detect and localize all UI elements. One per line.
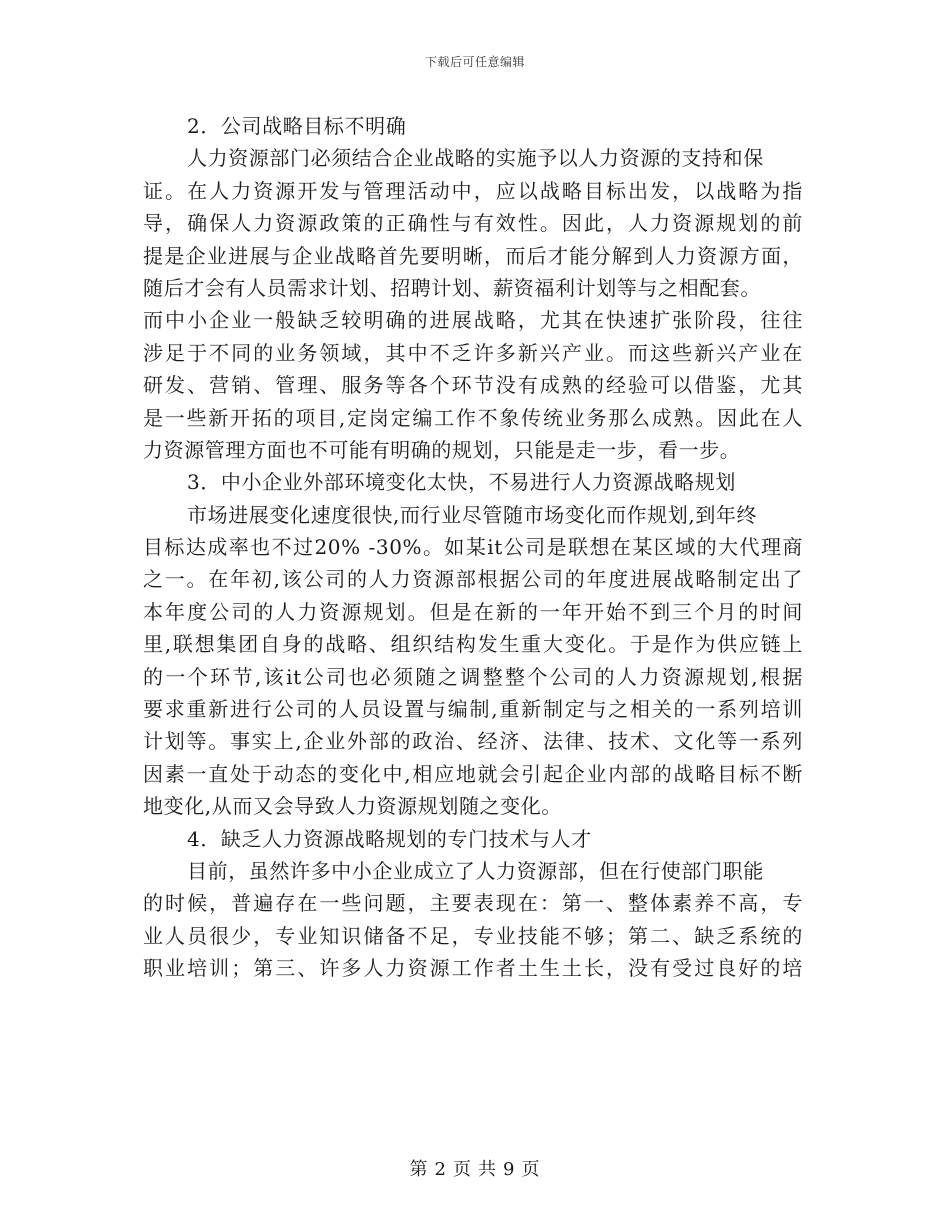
total-page-count: 9 (503, 1159, 516, 1180)
current-page-number: 2 (434, 1159, 447, 1180)
paragraph-line: 本年度公司的人力资源规划。但是在新的一年开始不到三个月的时间 (143, 599, 803, 624)
paragraph-line: 而中小企业一般缺乏较明确的进展战略，尤其在快速扩张阶段，往往 (143, 308, 803, 333)
paragraph-line: 要求重新进行公司的人员设置与编制,重新制定与之相关的一系列培训 (143, 697, 803, 722)
paragraph-line: 之一。在年初,该公司的人力资源部根据公司的年度进展战略制定出了 (143, 567, 803, 592)
paragraph-line: 市场进展变化速度很快,而行业尽管随市场变化而作规划,到年终 (187, 502, 758, 527)
paragraph-line: 导，确保人力资源政策的正确性与有效性。因此，人力资源规划的前 (143, 211, 803, 236)
paragraph-line: 计划等。事实上,企业外部的政治、经济、法律、技术、文化等一系列 (143, 729, 803, 754)
paragraph-line: 人力资源部门必须结合企业战略的实施予以人力资源的支持和保 (187, 146, 764, 171)
document-body (143, 110, 803, 985)
footer-prefix: 第 (409, 1159, 429, 1180)
footer-total-word: 共 (478, 1159, 497, 1180)
paragraph-line: 证。在人力资源开发与管理活动中，应以战略目标出发，以战略为指 (143, 178, 803, 203)
paragraph-line: 目前，虽然许多中小企业成立了人力资源部，但在行使部门职能 (187, 858, 764, 883)
paragraph-line: 的时候，普遍存在一些问题，主要表现在：第一、整体素养不高，专 (143, 891, 803, 916)
page-footer (0, 1155, 950, 1181)
paragraph-line: 涉足于不同的业务领域，其中不乏许多新兴产业。而这些新兴产业在 (143, 340, 803, 365)
header-note: 下载后可任意编辑 (424, 55, 525, 69)
paragraph-line: 随后才会有人员需求计划、招聘计划、薪资福利计划等与之相配套。 (143, 275, 761, 300)
footer-suffix: 页 (521, 1159, 541, 1180)
paragraph-line: 目标达成率也不过20% -30%。如某it公司是联想在某区域的大代理商 (143, 535, 803, 560)
paragraph-line: 业人员很少，专业知识储备不足，专业技能不够；第二、缺乏系统的 (143, 923, 803, 948)
paragraph-line: 研发、营销、管理、服务等各个环节没有成熟的经验可以借鉴，尤其 (143, 373, 803, 398)
paragraph-line: 职业培训；第三、许多人力资源工作者土生土长，没有受过良好的培 (143, 956, 803, 981)
section-heading-2: 2．公司战略目标不明确 (187, 114, 407, 138)
paragraph-line: 的一个环节,该it公司也必须随之调整整个公司的人力资源规划,根据 (143, 664, 803, 689)
section-heading-3: 3．中小企业外部环境变化太快，不易进行人力资源战略规划 (187, 470, 736, 495)
paragraph-line: 提是企业进展与企业战略首先要明晰，而后才能分解到人力资源方面， (143, 243, 803, 268)
paragraph-line: 地变化,从而又会导致人力资源规划随之变化。 (143, 794, 562, 819)
section-heading-4: 4．缺乏人力资源战略规划的专门技术与人才 (187, 826, 592, 851)
paragraph-line: 因素一直处于动态的变化中,相应地就会引起企业内部的战略目标不断 (143, 761, 803, 786)
paragraph-line: 是一些新开拓的项目,定岗定编工作不象传统业务那么成熟。因此在人 (143, 405, 803, 430)
paragraph-line: 力资源管理方面也不可能有明确的规划，只能是走一步，看一步。 (143, 437, 741, 462)
footer-page-word: 页 (453, 1159, 472, 1180)
paragraph-line: 里,联想集团自身的战略、组织结构发生重大变化。于是作为供应链上 (143, 632, 803, 657)
